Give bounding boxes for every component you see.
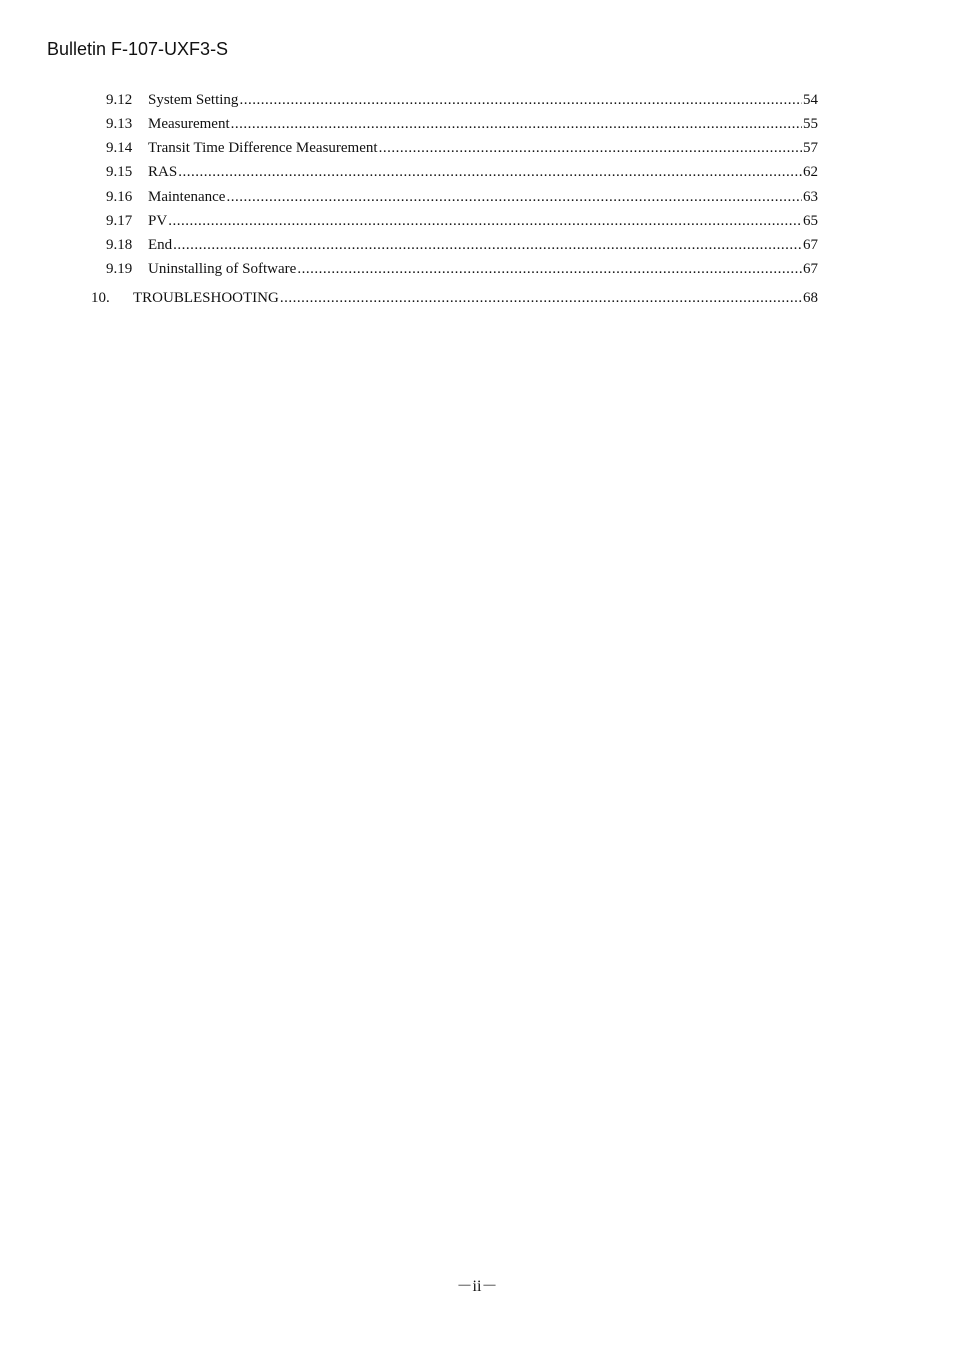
toc-leader-dots	[379, 138, 802, 158]
toc-entry-title: End	[148, 237, 173, 253]
toc-entry[interactable]	[0, 138, 954, 158]
toc-entry-number: 9.18	[106, 237, 133, 253]
toc-entry-number: 9.17	[106, 213, 133, 229]
toc-entry-number: 9.12	[106, 92, 133, 108]
toc-entry[interactable]	[0, 114, 954, 134]
toc-entry[interactable]	[0, 187, 954, 207]
bulletin-header: Bulletin F-107-UXF3-S	[47, 39, 229, 59]
toc-leader-dots	[239, 90, 802, 110]
toc-entry-page: 65	[803, 213, 818, 229]
toc-entry-title: Maintenance	[148, 189, 226, 205]
toc-entry[interactable]	[0, 90, 954, 110]
toc-entry-page: 55	[803, 116, 818, 132]
toc-entry-page: 67	[803, 237, 818, 253]
toc-leader-dots	[231, 114, 802, 134]
toc-entry-page: 54	[803, 92, 818, 108]
toc-entry-page: 63	[803, 189, 818, 205]
toc-entry-page: 68	[803, 290, 818, 306]
page-number-footer: －ii－	[456, 1278, 498, 1295]
toc-entry-title: PV	[148, 213, 168, 229]
toc-entry[interactable]	[0, 211, 954, 231]
toc-entry-number: 9.13	[106, 116, 133, 132]
toc-leader-dots	[280, 288, 802, 308]
toc-entry-title: TROUBLESHOOTING	[133, 290, 279, 306]
toc-entry-number: 10.	[91, 290, 110, 306]
toc-entry-page: 57	[803, 140, 818, 156]
toc-entry-number: 9.16	[106, 189, 133, 205]
toc-entry[interactable]	[0, 162, 954, 182]
toc-entry-number: 9.15	[106, 164, 133, 180]
toc-entry-chapter[interactable]	[0, 288, 954, 308]
toc-leader-dots	[173, 235, 802, 255]
toc-entry-title: System Setting	[148, 92, 239, 108]
toc-leader-dots	[297, 259, 802, 279]
toc-entry-page: 67	[803, 261, 818, 277]
toc-leader-dots	[168, 211, 802, 231]
toc-leader-dots	[226, 187, 802, 207]
toc-entry-title: RAS	[148, 164, 178, 180]
toc-entry-title: Measurement	[148, 116, 230, 132]
toc-entry-title: Transit Time Difference Measurement	[148, 140, 378, 156]
toc-entry[interactable]	[0, 259, 954, 279]
toc-entry-number: 9.14	[106, 140, 133, 156]
toc-entry-number: 9.19	[106, 261, 133, 277]
toc-entry[interactable]	[0, 235, 954, 255]
toc-entry-title: Uninstalling of Software	[148, 261, 297, 277]
toc-leader-dots	[178, 162, 802, 182]
toc-entry-page: 62	[803, 164, 818, 180]
